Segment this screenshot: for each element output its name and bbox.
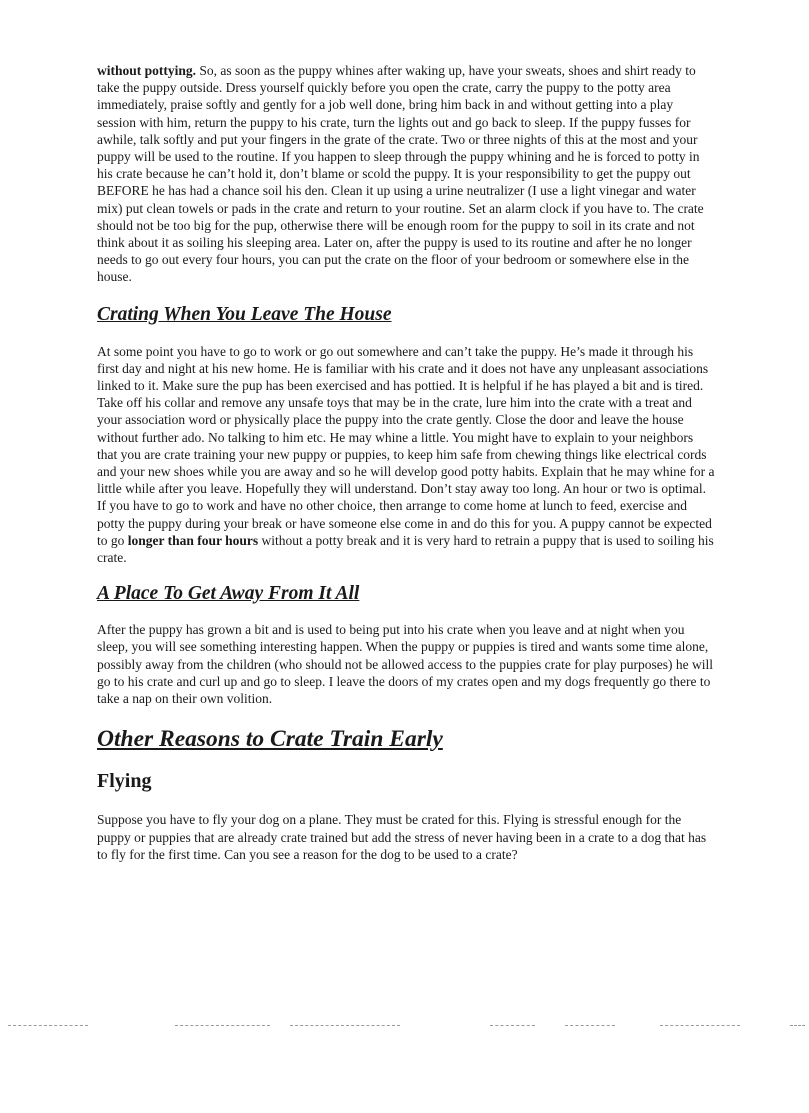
scan-artifact-line: [175, 1025, 270, 1026]
paragraph-place-to-get-away: After the puppy has grown a bit and is used to being put into his crate when you leave and at night when you sleep, you will see something interesting happen. When the puppy or puppies is tired and wants some time alone, possibly away from the children (who should not be allowed access to the puppies crate for play purposes) he will go to his crate and curl up and go to sleep. I leave the doors of my crates open and my dogs frequently go there to take a nap on their own volition.: [97, 622, 713, 707]
scan-artifact-line: [8, 1025, 88, 1026]
scan-artifact-line: [660, 1025, 740, 1026]
heading-place-to-get-away: A Place To Get Away From It All: [97, 583, 360, 605]
bold-phrase-without-pottying: without pottying.: [97, 63, 197, 78]
paragraph-flying: Suppose you have to fly your dog on a plane. They must be crated for this. Flying is stressful enough for the puppy or puppies that are already crate trained but add the stress of never having been in a crate to a dog that has to fly for the first time. Can you see a reason for the dog to be used to a crate?: [97, 812, 707, 862]
heading-flying: Flying: [97, 770, 152, 793]
document-page: [97, 62, 715, 863]
paragraph-leaving-house: [97, 343, 715, 567]
scan-artifact-line: [790, 1025, 805, 1026]
scan-artifact-line: [490, 1025, 535, 1026]
scan-artifact-line: [565, 1025, 615, 1026]
bold-phrase-longer-than-four-hours: longer than four hours: [127, 532, 259, 548]
scan-artifact-line: [290, 1025, 400, 1026]
heading-other-reasons: Other Reasons to Crate Train Early: [97, 726, 443, 753]
paragraph-night-routine: [97, 62, 715, 286]
paragraph-night-routine-text: So, as soon as the puppy whines after waking up, have your sweats, shoes and shirt ready to take the puppy outside. Dress yourself quickly before you open the crate, carry the puppy to the potty area immediately, praise softly and gently for a job well done, bring him back in and without getting into a play session with him, return the puppy to his crate, turn the lights out and go back to sleep. If the puppy fusses for awhile, talk softly and put your fingers in the grate of the crate. Two or three nights of this at the most and your puppy will be used to the routine. If you happen to sleep through the puppy whining and he is forced to potty in his crate because he can’t hold it, don’t blame or scold the puppy. It is your responsibility to get the puppy out BEFORE he has had a chance soil his den. Clean it up using a urine neutralizer (I use a light vinegar and water mix) put clean towels or pads in the crate and return to your routine. Set an alarm clock if you have to. The crate should not be too big for the pup, otherwise there will be enough room for the puppy to soil in its crate and not think about it as soiling his sleeping area. Later on, after the puppy is used to its routine and after he no longer needs to go out every four hours, you can put the crate on the floor of your bedroom or somewhere else in the house.: [97, 63, 704, 285]
heading-crating-when-you-leave: Crating When You Leave The House: [97, 303, 392, 325]
paragraph-leaving-house-text-b: without a potty break and it is very hard to retrain a puppy that is used to soiling his crate.: [97, 532, 714, 566]
paragraph-leaving-house-text-a: At some point you have to go to work or go out somewhere and can’t take the puppy. He’s made it through his first day and night at his new home. He is familiar with his crate and it does not have any unpleasant associations linked to it. Make sure the pup has been exercised and has pottied. It is helpful if he has played a bit and is tired. Take off his collar and remove any unsafe toys that may be in the crate, lure him into the crate with a treat and your association word or physically place the puppy into the crate gently. Close the door and leave the house without further ado. No talking to him etc. He may whine a little. You might have to explain to your neighbors that you are crate training your new puppy or puppies, to keep him safe from chewing things like electrical cords and your new shoes while you are away and so he will develop good potty habits. Explain that he may whine for a little while after you leave. Hopefully they will understand. Don’t stay away too long. An hour or two is optimal. If you have to go to work and have no other choice, then arrange to come home at lunch to feed, exercise and potty the puppy during your break or have someone else come in and do this for you. A puppy cannot be expected to go: [97, 343, 715, 548]
